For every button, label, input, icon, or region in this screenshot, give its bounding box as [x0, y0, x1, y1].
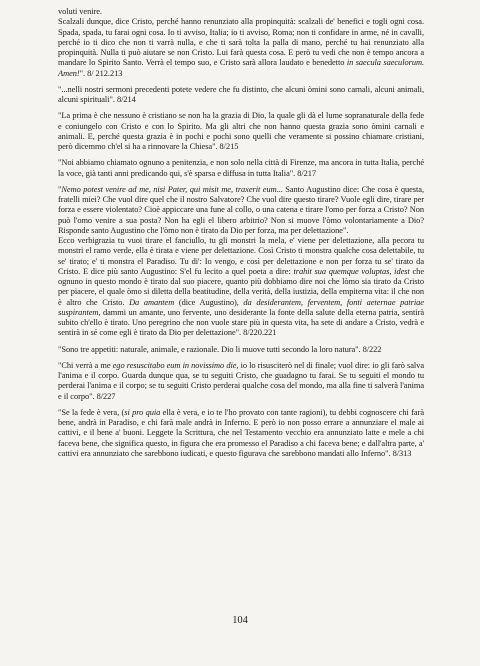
text-run: ". 8/ 212.213 — [79, 68, 123, 78]
text-run: "...nelli nostri sermoni precedenti potete vedere che fu distinto, che alcuni òmini sono carnali, alcuni animali, alcuni spirituali". 8/214 — [58, 84, 424, 104]
text-run: dammi un amante, uno fervente, uno desiderante la fonte della salute della eterna patria, sentirà subito ch'ello è tirato. Uno peregrino che non vuole stare più in questa vita, ha sete di andare a Cristo, vedrà e sentirà in sé come egli è tirato da Dio per delettazione". 8/220.221 — [58, 307, 424, 338]
text-run: "Se la fede è vera, ( — [58, 407, 125, 417]
text-run: voluti venire. — [58, 7, 102, 16]
paragraph — [58, 158, 424, 179]
text-run: ella è vera, e io te l'ho provato con tante ragioni), tu debbi cognoscere chi farà bene, andrà in Paradiso, e chi farà male andrà in Inferno. E però io non posso errare a annunziare el male ai cattivi, e il bene a' buoni. Leggete la Scrittura, che nel Testamento vecchio era annunziato latte e mele a chi faceva bene, che significa questo, in figura che era promesso el Paradiso a chi faceva bene; e dall'altra parte, a' cattivi era annunziato che sarebbono iudicati, e questo figurava che sarebbono mandati allo Inferno". 8/313 — [58, 407, 424, 458]
text-run: Ecco verbigrazia tu vuoi tirare el fanciullo, tu gli monstri la mela, e' viene per delettazione, alla pecora tu monstri el ramo verde, ella è tirata e viene per delettazione. Così Cristo ti monstra qualche cosa delettabile, tu se' tirato; e' ti monstra el Paradiso. Tu di': Io vengo, e così per delettazione e non per forza tu se' tirato da Cristo. E dice più santo Augustino: S'el fu lecito a quel poeta a dire: — [58, 236, 424, 276]
text-run: ... Santo Augustino dice: Che cosa è questa, fratelli miei? Che vuol dire quel che il nostro Salvatore? Che vuol dire questo tirare? Vuole egli dire, tirare per forza e essere violentato? Cioè appiccare una fune al collo, o una catena e tirare l'omo per forza a Cristo? Non può l'omo venire a sua posta? Non ha egli el libero arbitrio? Non si muove l'òmo volontariamente a Dio? Risponde santo Augustino che l'òmo non è tirato da Dio per forza, ma per delettazione". — [58, 184, 424, 235]
page-number: 104 — [232, 615, 248, 626]
latin-quote-text: da desiderantem, ferventem, fonti aeternae patriae suspirantem, — [58, 297, 424, 317]
latin-quote-text: trahit sua quemque voluptas, idest — [293, 266, 410, 276]
text-run: (dice Augustino), — [174, 297, 244, 307]
text-run: Scalzali dunque, dice Cristo, perché hanno renunziato alla propinquità: scalzali de' benefici e togli ogni cosa. Spada, spada, tu farai ogni cosa. Io ti avviso, Italia; io ti avviso, Roma; non ti confidare in arme, né in cavalli, perché io ti dico che non ti varrà nulla, e che ti sarà tolta la palla di mano, perché tu hai renunziato alla propinquità. Nulla ti può aiutare se non Cristo. Lui farà questa cosa. E però tu vedi che non è tempo ancora a mandare lo Spirito Santo. Verrà el tempo suo, e Cristo sarà allora laudato e benedetto — [58, 17, 424, 68]
paragraph — [58, 345, 424, 355]
text-run: "Chi verrà a me — [58, 360, 113, 370]
paragraph — [58, 85, 424, 106]
text-run: "Noi abbiamo chiamato ognuno a penitenzia, e non solo nella città di Firenze, ma ancora in tutta Italia, perché la voce, già tanti anni predicando qui, s'è sparsa e diffusa in tutta Italia". 8/217 — [58, 158, 424, 178]
latin-quote-text: in saecula saeculorum. Amen! — [58, 58, 424, 78]
text-run: " — [58, 184, 62, 194]
latin-quote-text: Nemo potest venire ad me, nisi Pater, qui misit me, traxerit eum — [61, 184, 277, 194]
text-run: "Sono tre appetiti: naturale, animale, e razionale. Dio li muove tutti secondo la loro natura". 8/222 — [58, 344, 382, 354]
latin-quote-text: Da amantem — [129, 297, 175, 307]
paragraph — [58, 7, 424, 79]
latin-quote-text: ego resuscitabo eum in novissimo die — [112, 360, 237, 370]
body-text — [58, 7, 424, 459]
paragraph — [58, 361, 424, 402]
text-run: che ognuno in questo mondo è tirato dal suo piacere, quanto più dobbiamo dire noi che lòmo sia tirato da Cristo per piacere, el quale òmo si diletta della beatitudine, della verità, della iustizia, della empiterna vita: il che non è altro che Cristo. — [58, 266, 424, 307]
latin-quote-text: si pro quia — [124, 407, 161, 417]
text-run: "La prima è che nessuno è cristiano se non ha la grazia di Dio, la quale gli dà el lume sopranaturale della fede e coniungelo con Cristo e con lo Spirito. Ma gli altri che non hanno questa grazia sono òmini carnali e animali. E, perché questa grazia è in pochi e pochi sono quelli che veramente si possino chiamare cristiani, però dicemmo ch'el si ha a rinnovare la Chiesa". 8/215 — [58, 111, 424, 151]
paragraph — [58, 185, 424, 339]
paragraph — [58, 111, 424, 152]
text-run: , io lo risusciterò nel di finale; vuol dire: io gli farò salva l'anima e il corpo. Guarda dunque qua, se tu seguiti Cristo, che guadagno tu farai. Se tu seguiti el mondo tu perderai l'anima e il corpo; se tu seguiti Cristo perderai qualche cosa del mondo, ma alla fine ti salverà l'anima e il corpo". 8/227 — [58, 360, 424, 401]
paragraph — [58, 408, 424, 459]
